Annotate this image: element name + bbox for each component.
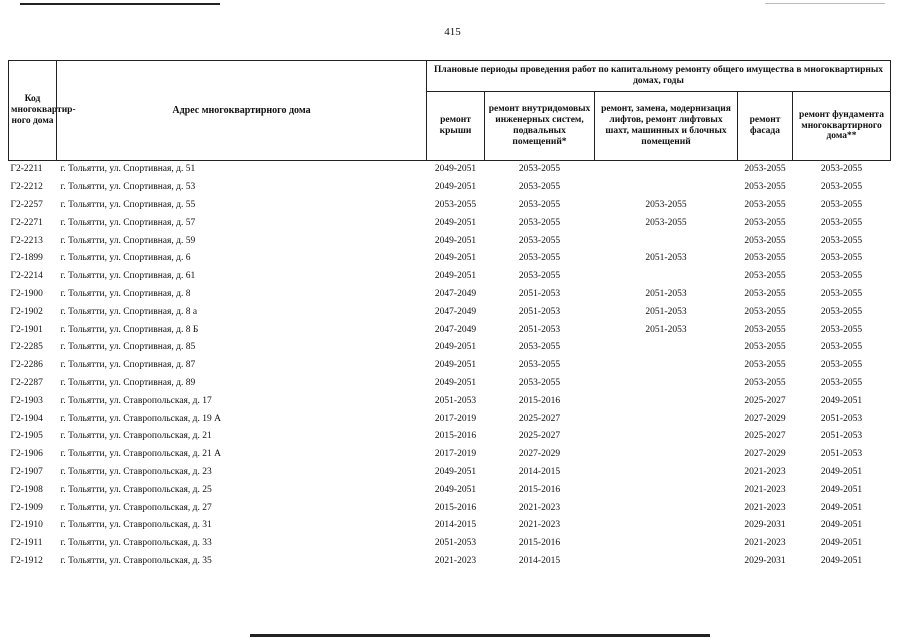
cell-code: Г2-2285 <box>10 342 43 353</box>
cell-roof: 2047-2049 <box>434 306 477 317</box>
cell-code: Г2-2211 <box>10 164 43 175</box>
table-header <box>9 61 891 161</box>
cell-code: Г2-2271 <box>10 217 43 228</box>
cell-foundation: 2053-2055 <box>820 235 863 246</box>
cell-code: Г2-1910 <box>10 520 43 531</box>
cell-lifts <box>595 446 738 464</box>
table-row <box>9 321 891 339</box>
cell-address: г. Тольятти, ул. Ставропольская, д. 27 <box>60 502 212 513</box>
cell-lifts <box>595 232 738 250</box>
cell-roof: 2049-2051 <box>434 360 477 371</box>
cell-roof: 2049-2051 <box>434 484 477 495</box>
cell-foundation: 2053-2055 <box>820 360 863 371</box>
cell-lifts <box>595 428 738 446</box>
cell-address: г. Тольятти, ул. Спортивная, д. 59 <box>60 235 196 246</box>
cell-engineering: 2051-2053 <box>518 289 561 300</box>
cell-address: г. Тольятти, ул. Спортивная, д. 57 <box>60 217 196 228</box>
cell-foundation: 2053-2055 <box>820 378 863 388</box>
cell-foundation: 2053-2055 <box>820 306 863 317</box>
cell-code: Г2-1903 <box>10 395 43 406</box>
cell-engineering: 2053-2055 <box>518 378 561 388</box>
cell-foundation: 2053-2055 <box>820 271 863 282</box>
cell-code: Г2-2287 <box>10 378 43 388</box>
cell-roof: 2051-2053 <box>434 538 477 549</box>
cell-address: г. Тольятти, ул. Ставропольская, д. 35 <box>60 555 212 566</box>
table-row <box>9 214 891 232</box>
cell-lifts <box>595 339 738 357</box>
cell-code: Г2-1905 <box>10 431 43 442</box>
table-row <box>9 250 891 268</box>
cell-facade: 2027-2029 <box>744 449 786 460</box>
cell-foundation: 2053-2055 <box>820 164 863 175</box>
cell-facade: 2053-2055 <box>744 164 786 175</box>
cell-engineering: 2014-2015 <box>518 466 561 477</box>
cell-foundation: 2051-2053 <box>820 413 863 424</box>
cell-facade: 2053-2055 <box>744 253 786 264</box>
cell-lifts <box>595 410 738 428</box>
table-body <box>9 161 891 571</box>
cell-address: г. Тольятти, ул. Ставропольская, д. 25 <box>60 484 212 495</box>
cell-facade: 2053-2055 <box>744 271 786 282</box>
cell-lifts: 2051-2053 <box>645 306 687 317</box>
page-number: 415 <box>444 26 461 38</box>
cell-address: г. Тольятти, ул. Ставропольская, д. 31 <box>60 520 212 531</box>
cell-foundation: 2049-2051 <box>820 520 863 531</box>
cell-lifts: 2051-2053 <box>645 324 687 335</box>
table-row <box>9 410 891 428</box>
cell-lifts: 2053-2055 <box>645 217 687 228</box>
cell-address: г. Тольятти, ул. Ставропольская, д. 21 <box>60 431 212 442</box>
cell-facade: 2053-2055 <box>744 306 786 317</box>
cell-engineering: 2025-2027 <box>518 413 561 424</box>
header-lifts: ремонт, замена, модернизация лифтов, ремонт лифтовых шахт, машинных и блочных помещений <box>595 92 738 161</box>
cell-engineering: 2021-2023 <box>518 520 561 531</box>
cell-roof: 2053-2055 <box>434 200 477 211</box>
cell-address: г. Тольятти, ул. Ставропольская, д. 23 <box>60 466 212 477</box>
header-planned-periods: Плановые периоды проведения работ по капитальному ремонту общего имущества в многоквартирных домах, годы <box>427 61 891 92</box>
cell-foundation: 2053-2055 <box>820 289 863 300</box>
cell-roof: 2049-2051 <box>434 182 477 193</box>
table-row <box>9 375 891 393</box>
cell-lifts <box>595 464 738 482</box>
cell-code: Г2-1909 <box>10 502 43 513</box>
cell-facade: 2025-2027 <box>744 395 786 406</box>
cell-engineering: 2015-2016 <box>518 538 561 549</box>
cell-facade: 2027-2029 <box>744 413 786 424</box>
cell-engineering: 2053-2055 <box>518 235 561 246</box>
cell-address: г. Тольятти, ул. Спортивная, д. 8 <box>60 289 191 300</box>
cell-engineering: 2053-2055 <box>518 253 561 264</box>
header-engineering: ремонт внутридомовых инженерных систем, подвальных помещений* <box>485 92 595 161</box>
cell-address: г. Тольятти, ул. Ставропольская, д. 33 <box>60 538 212 549</box>
cell-foundation: 2051-2053 <box>820 431 863 442</box>
cell-foundation: 2049-2051 <box>820 395 863 406</box>
table-row <box>9 268 891 286</box>
table-row <box>9 464 891 482</box>
cell-facade: 2053-2055 <box>744 289 786 300</box>
table-row <box>9 481 891 499</box>
cell-lifts <box>595 392 738 410</box>
table-row <box>9 499 891 517</box>
cell-lifts <box>595 268 738 286</box>
table-row <box>9 357 891 375</box>
cell-roof: 2049-2051 <box>434 378 477 388</box>
cell-address: г. Тольятти, ул. Спортивная, д. 53 <box>60 182 196 193</box>
cell-foundation: 2049-2051 <box>820 538 863 549</box>
cell-lifts <box>595 553 738 571</box>
table-row <box>9 197 891 215</box>
cell-foundation: 2053-2055 <box>820 200 863 211</box>
cell-foundation: 2053-2055 <box>820 253 863 264</box>
cell-engineering: 2015-2016 <box>518 395 561 406</box>
capital-repair-table <box>8 60 891 570</box>
table-row <box>9 232 891 250</box>
cell-address: г. Тольятти, ул. Спортивная, д. 55 <box>60 200 196 211</box>
cell-roof: 2017-2019 <box>434 449 477 460</box>
cell-facade: 2029-2031 <box>744 555 786 566</box>
cell-address: г. Тольятти, ул. Спортивная, д. 8 Б <box>60 324 199 335</box>
table-row <box>9 392 891 410</box>
cell-lifts <box>595 481 738 499</box>
scan-artifact-top-right <box>765 3 885 4</box>
cell-engineering: 2014-2015 <box>518 555 561 566</box>
scan-artifact-bottom <box>250 634 710 637</box>
cell-foundation: 2053-2055 <box>820 182 863 193</box>
cell-address: г. Тольятти, ул. Спортивная, д. 61 <box>60 271 196 282</box>
cell-engineering: 2025-2027 <box>518 431 561 442</box>
cell-facade: 2053-2055 <box>744 342 786 353</box>
cell-roof: 2047-2049 <box>434 324 477 335</box>
header-foundation: ремонт фундамента многоквартирного дома** <box>793 92 891 161</box>
cell-roof: 2014-2015 <box>434 520 477 531</box>
cell-code: Г2-1906 <box>10 449 43 460</box>
cell-roof: 2049-2051 <box>434 342 477 353</box>
cell-engineering: 2053-2055 <box>518 360 561 371</box>
cell-foundation: 2049-2051 <box>820 502 863 513</box>
cell-code: Г2-1912 <box>10 555 43 566</box>
cell-foundation: 2053-2055 <box>820 324 863 335</box>
header-roof: ремонт крыши <box>427 92 485 161</box>
cell-code: Г2-1904 <box>10 413 43 424</box>
cell-engineering: 2053-2055 <box>518 271 561 282</box>
cell-facade: 2021-2023 <box>744 466 786 477</box>
cell-address: г. Тольятти, ул. Спортивная, д. 85 <box>60 342 196 353</box>
cell-engineering: 2021-2023 <box>518 502 561 513</box>
header-address: Адрес многоквартирного дома <box>57 61 427 161</box>
cell-address: г. Тольятти, ул. Спортивная, д. 6 <box>60 253 191 264</box>
cell-roof: 2049-2051 <box>434 164 477 175</box>
cell-address: г. Тольятти, ул. Спортивная, д. 8 а <box>60 306 198 317</box>
cell-lifts <box>595 179 738 197</box>
table-row <box>9 161 891 179</box>
cell-code: Г2-1901 <box>10 324 43 335</box>
cell-foundation: 2049-2051 <box>820 484 863 495</box>
cell-roof: 2015-2016 <box>434 502 477 513</box>
table-row <box>9 428 891 446</box>
cell-facade: 2021-2023 <box>744 538 786 549</box>
cell-code: Г2-1911 <box>10 538 43 549</box>
table-row <box>9 339 891 357</box>
cell-address: г. Тольятти, ул. Спортивная, д. 51 <box>60 164 196 175</box>
cell-lifts <box>595 161 738 179</box>
cell-code: Г2-2257 <box>10 200 43 211</box>
cell-code: Г2-1902 <box>10 306 43 317</box>
cell-foundation: 2049-2051 <box>820 555 863 566</box>
cell-lifts <box>595 535 738 553</box>
table-row <box>9 553 891 571</box>
cell-lifts <box>595 375 738 393</box>
cell-code: Г2-2214 <box>10 271 43 282</box>
cell-facade: 2053-2055 <box>744 200 786 211</box>
cell-facade: 2021-2023 <box>744 484 786 495</box>
scan-artifact-top <box>20 3 220 5</box>
cell-foundation: 2053-2055 <box>820 342 863 353</box>
cell-roof: 2049-2051 <box>434 235 477 246</box>
cell-engineering: 2015-2016 <box>518 484 561 495</box>
table-row <box>9 535 891 553</box>
cell-roof: 2049-2051 <box>434 271 477 282</box>
cell-address: г. Тольятти, ул. Ставропольская, д. 21 А <box>60 449 221 460</box>
cell-lifts <box>595 499 738 517</box>
cell-code: Г2-2286 <box>10 360 43 371</box>
cell-lifts: 2051-2053 <box>645 289 687 300</box>
cell-facade: 2021-2023 <box>744 502 786 513</box>
cell-code: Г2-1907 <box>10 466 43 477</box>
cell-facade: 2029-2031 <box>744 520 786 531</box>
cell-engineering: 2053-2055 <box>518 182 561 193</box>
cell-roof: 2017-2019 <box>434 413 477 424</box>
cell-code: Г2-1900 <box>10 289 43 300</box>
cell-engineering: 2053-2055 <box>518 217 561 228</box>
cell-engineering: 2053-2055 <box>518 164 561 175</box>
cell-facade: 2053-2055 <box>744 182 786 193</box>
cell-roof: 2049-2051 <box>434 253 477 264</box>
table-row <box>9 303 891 321</box>
cell-address: г. Тольятти, ул. Ставропольская, д. 17 <box>60 395 212 406</box>
cell-facade: 2053-2055 <box>744 235 786 246</box>
cell-code: Г2-1899 <box>10 253 43 264</box>
cell-facade: 2053-2055 <box>744 378 786 388</box>
cell-address: г. Тольятти, ул. Спортивная, д. 87 <box>60 360 196 371</box>
cell-roof: 2051-2053 <box>434 395 477 406</box>
cell-roof: 2015-2016 <box>434 431 477 442</box>
cell-engineering: 2053-2055 <box>518 200 561 211</box>
table-row <box>9 179 891 197</box>
header-code: Код многоквартирного дома <box>9 61 57 161</box>
cell-facade: 2053-2055 <box>744 324 786 335</box>
table-row <box>9 517 891 535</box>
cell-lifts: 2053-2055 <box>645 200 687 211</box>
cell-foundation: 2051-2053 <box>820 449 863 460</box>
cell-lifts <box>595 517 738 535</box>
cell-roof: 2047-2049 <box>434 289 477 300</box>
cell-address: г. Тольятти, ул. Спортивная, д. 89 <box>60 378 196 388</box>
cell-engineering: 2051-2053 <box>518 324 561 335</box>
cell-engineering: 2051-2053 <box>518 306 561 317</box>
table-row <box>9 286 891 304</box>
cell-roof: 2049-2051 <box>434 217 477 228</box>
cell-address: г. Тольятти, ул. Ставропольская, д. 19 А <box>60 413 221 424</box>
cell-roof: 2021-2023 <box>434 555 477 566</box>
cell-facade: 2025-2027 <box>744 431 786 442</box>
cell-code: Г2-2213 <box>10 235 43 246</box>
cell-code: Г2-2212 <box>10 182 43 193</box>
cell-facade: 2053-2055 <box>744 360 786 371</box>
cell-engineering: 2027-2029 <box>518 449 561 460</box>
cell-foundation: 2053-2055 <box>820 217 863 228</box>
cell-foundation: 2049-2051 <box>820 466 863 477</box>
cell-code: Г2-1908 <box>10 484 43 495</box>
cell-lifts: 2051-2053 <box>645 253 687 264</box>
cell-facade: 2053-2055 <box>744 217 786 228</box>
cell-roof: 2049-2051 <box>434 466 477 477</box>
header-facade: ремонт фасада <box>738 92 793 161</box>
cell-engineering: 2053-2055 <box>518 342 561 353</box>
table-row <box>9 446 891 464</box>
cell-lifts <box>595 357 738 375</box>
